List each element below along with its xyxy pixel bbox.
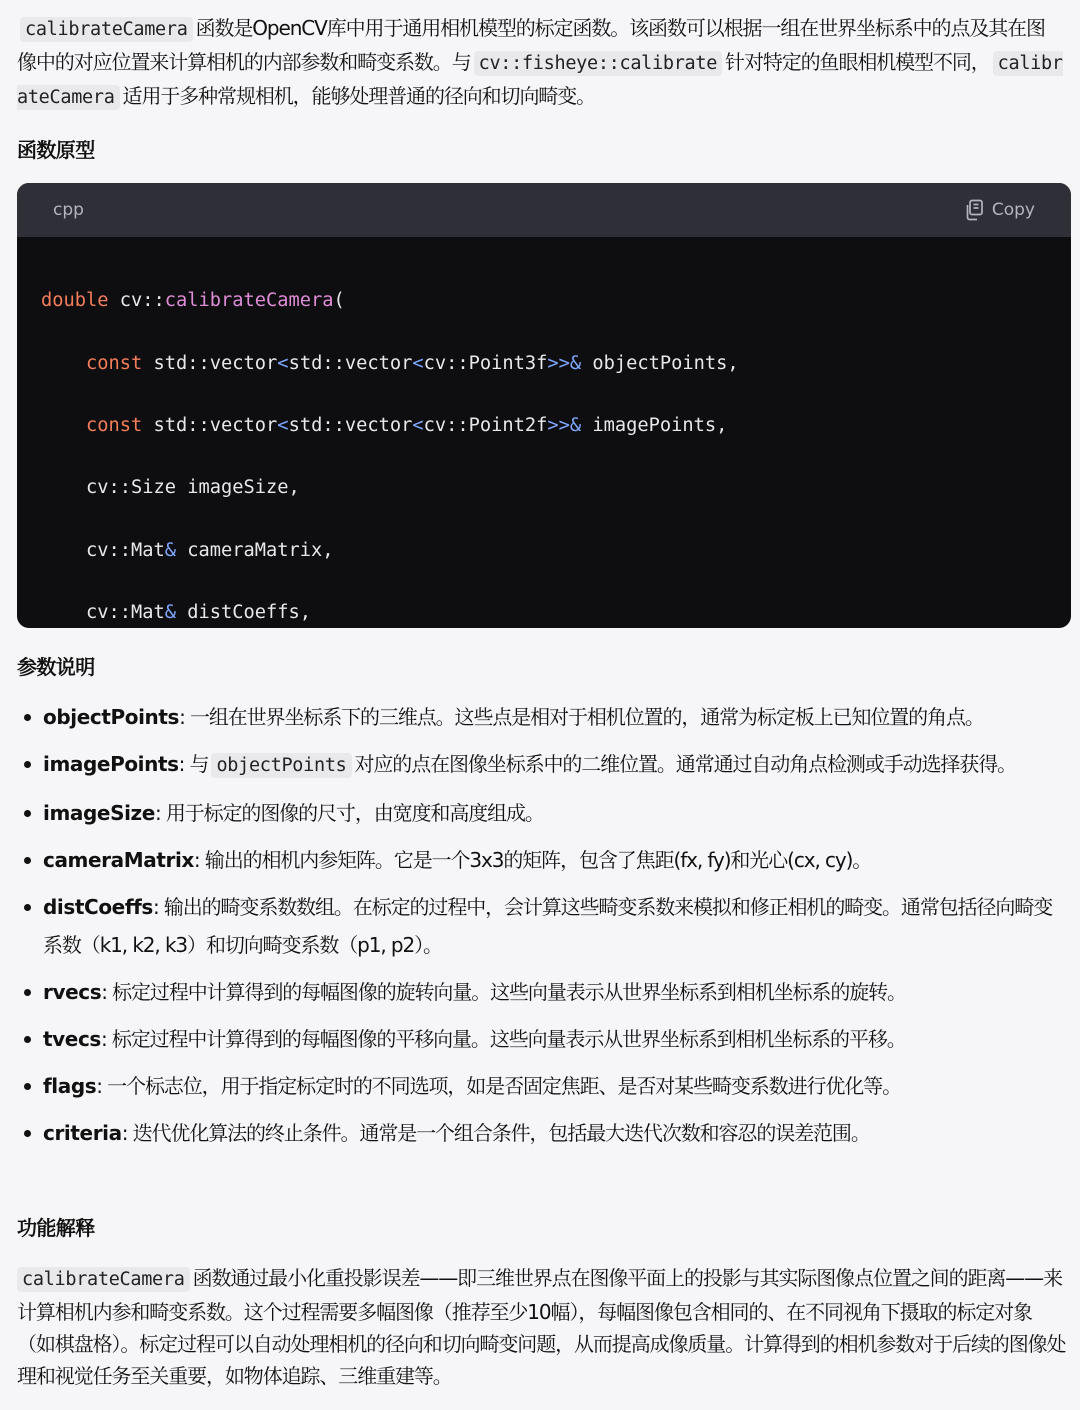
- intro-paragraph: [17, 0, 1063, 114]
- inline-code: calibrateCamera: [17, 53, 1063, 108]
- list-item: imagePoints: 与 objectPoints 对应的点在图像坐标系中的二维位置。通常通过自动角点检测或手动选择获得。: [17, 745, 1067, 785]
- explain-text: 函数通过最小化重投影误差——即三维世界点在图像平面上的投影与其实际图像点位置之间的距离——来计算相机内参和畸变系数。这个过程需要多幅图像（推荐至少10幅），每幅图像包含相同的、在不同视角下摄取的标定对象（如棋盘格）。标定过程可以自动处理相机的径向和切向畸变问题，从而提高成像质量。计算得到的相机参数对于后续的图像处理和视觉任务至关重要，如物体追踪、三维重建等。: [17, 1266, 1066, 1388]
- list-item: cameraMatrix: 输出的相机内参矩阵。它是一个3x3的矩阵，包含了焦距(fx, fy)和光心(cx, cy)。: [17, 841, 1067, 879]
- copy-button[interactable]: [964, 199, 1035, 221]
- params-list: [17, 698, 1067, 1152]
- explain-paragraph: [17, 1262, 1067, 1392]
- code-block: [17, 183, 1071, 628]
- section-heading-explain: 功能解释: [17, 1216, 95, 1240]
- list-item: objectPoints: 一组在世界坐标系下的三维点。这些点是相对于相机位置的，通常为标定板上已知位置的角点。: [17, 698, 1067, 736]
- list-item: tvecs: 标定过程中计算得到的每幅图像的平移向量。这些向量表示从世界坐标系到相机坐标系的平移。: [17, 1020, 1067, 1058]
- list-item: rvecs: 标定过程中计算得到的每幅图像的旋转向量。这些向量表示从世界坐标系到相机坐标系的旋转。: [17, 973, 1067, 1011]
- code-line: double cv::calibrateCamera(: [41, 290, 345, 312]
- section-heading-prototype: 函数原型: [17, 138, 95, 162]
- intro-text: 适用于多种常规相机，能够处理普通的径向和切向畸变。: [122, 84, 596, 108]
- code-block-header: [17, 183, 1071, 237]
- code-line: cv::Mat& cameraMatrix,: [86, 539, 334, 561]
- inline-code: objectPoints: [211, 753, 351, 778]
- intro-text: 函数是OpenCV库中用于通用相机模型的标定函数。该函数可以根据一组在世界坐标系中的点及其在图像中的对应位置来计算相机的内部参数和畸变系数。与: [17, 16, 1045, 74]
- code-body: [17, 237, 1071, 628]
- inline-code: cv::fisheye::calibrate: [474, 51, 722, 76]
- list-item: imageSize: 用于标定的图像的尺寸，由宽度和高度组成。: [17, 794, 1067, 832]
- code-line: const std::vector<std::vector<cv::Point2f>>& imagePoints,: [86, 414, 728, 436]
- intro-text: 针对特定的鱼眼相机模型不同，: [725, 50, 990, 74]
- inline-code: calibrateCamera: [20, 17, 193, 42]
- section-heading-params: 参数说明: [17, 655, 95, 679]
- list-item: criteria: 迭代优化算法的终止条件。通常是一个组合条件，包括最大迭代次数和容忍的误差范围。: [17, 1114, 1067, 1152]
- inline-code: calibrateCamera: [17, 1267, 190, 1292]
- copy-icon: [964, 199, 984, 221]
- code-line: const std::vector<std::vector<cv::Point3f>>& objectPoints,: [86, 352, 739, 374]
- code-language-label: cpp: [53, 200, 84, 220]
- params-list-wrapper: [17, 698, 1067, 1152]
- list-item: distCoeffs: 输出的畸变系数数组。在标定的过程中，会计算这些畸变系数来模拟和修正相机的畸变。通常包括径向畸变系数（k1, k2, k3）和切向畸变系数（p1, p2）。: [17, 888, 1067, 964]
- code-line: cv::Size imageSize,: [86, 477, 300, 499]
- copy-label: Copy: [991, 200, 1035, 220]
- code-line: cv::Mat& distCoeffs,: [86, 602, 312, 624]
- list-item: flags: 一个标志位，用于指定标定时的不同选项，如是否固定焦距、是否对某些畸变系数进行优化等。: [17, 1067, 1067, 1105]
